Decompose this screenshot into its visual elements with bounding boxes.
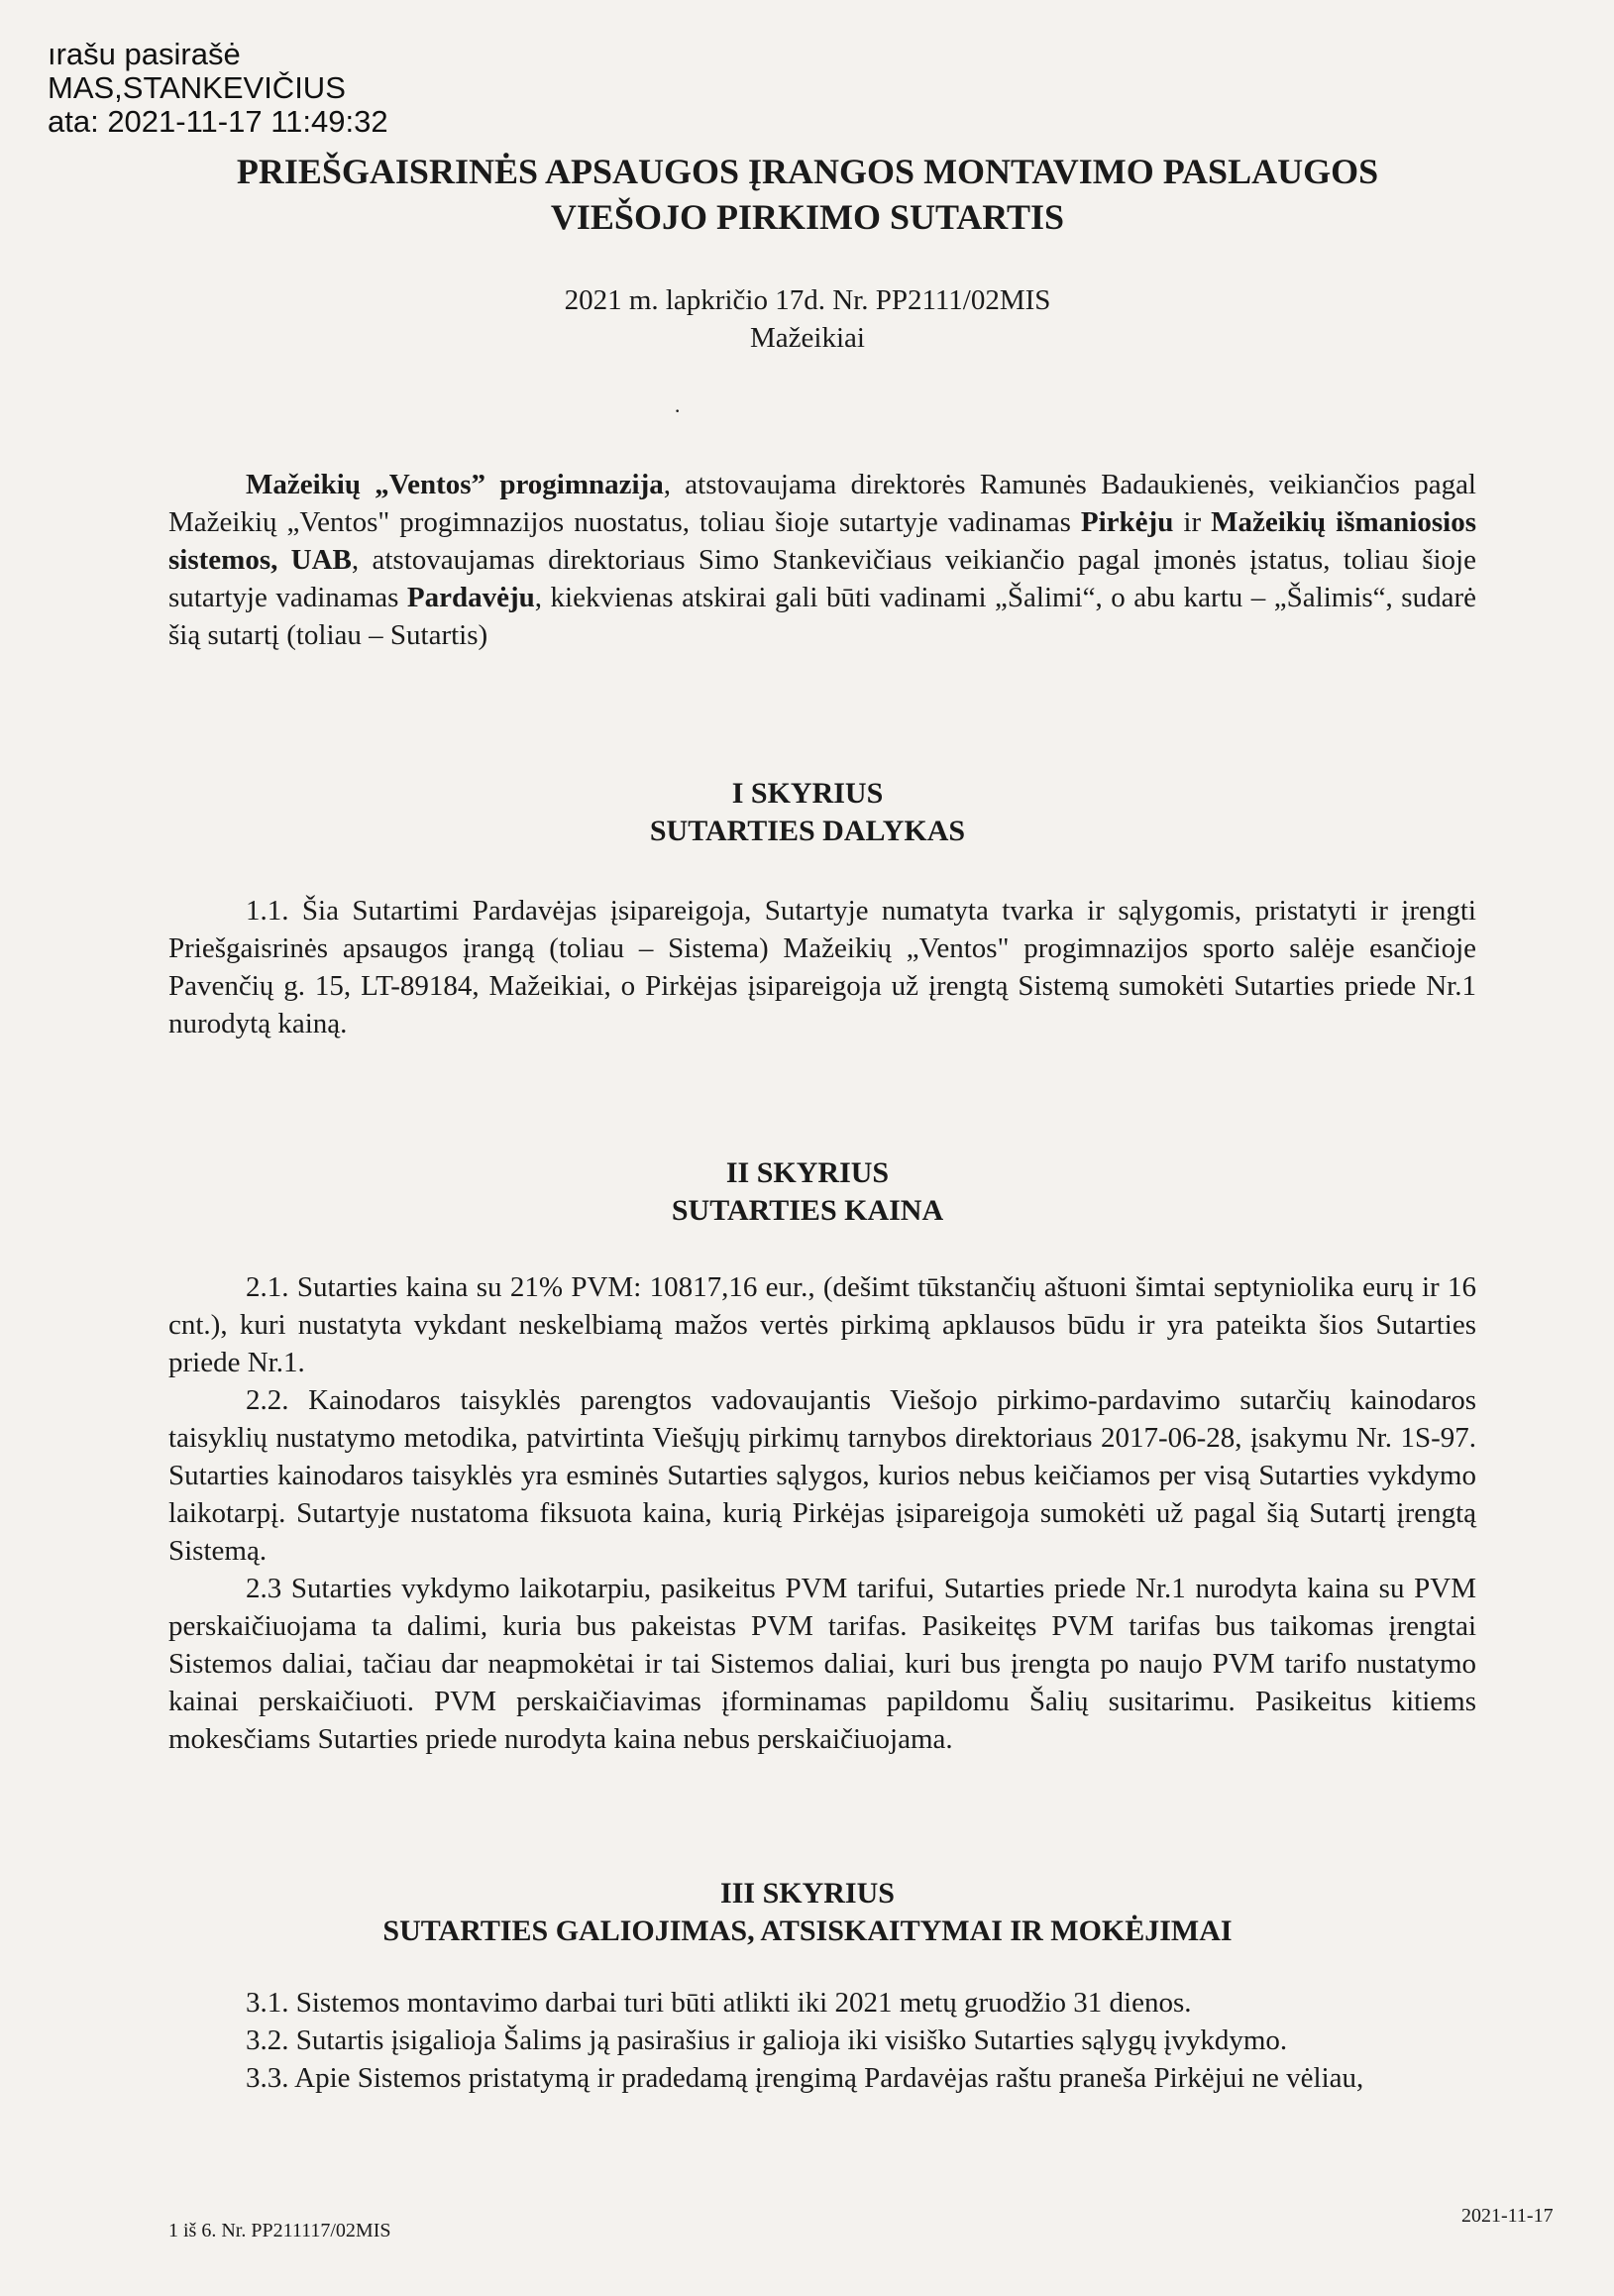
parties-paragraph	[168, 466, 1476, 654]
seller-name: Mažeikių išmaniosios sistemos, UAB	[168, 506, 1476, 576]
date-and-number	[149, 281, 1466, 357]
section-3-title: SUTARTIES GALIOJIMAS, ATSISKAITYMAI IR MOKĖJIMAI	[382, 1914, 1233, 1947]
section-2-heading	[149, 1154, 1466, 1230]
clause-2-1: 2.1. Sutarties kaina su 21% PVM: 10817,16 eur., (dešimt tūkstančių aštuoni šimtai septyniolika eurų ir 16 cnt.), kuri nustatyta vykdant neskelbiamą mažos vertės pirkimą apklausos būdu ir yra pateikta šios Sutarties priede Nr.1.	[168, 1271, 1476, 1378]
buyer-name: Mažeikių „Ventos” progimnazija	[246, 469, 664, 500]
contract-city: Mažeikiai	[750, 322, 865, 354]
clause-2-3: 2.3 Sutarties vykdymo laikotarpiu, pasikeitus PVM tarifui, Sutarties priede Nr.1 nurodyta kaina su PVM perskaičiuojama ta dalimi, kuria bus pakeistas PVM tarifas. Pasikeitęs PVM tarifas bus taikomas įrengtai Sistemos daliai, tačiau dar neapmokėtai ir tai Sistemos daliai, kuri bus įrengta po naujo PVM tarifo nustatymo kainai perskaičiuoti. PVM perskaičiavimas įforminamas papildomu Šalių susitarimu. Pasikeitus kitiems mokesčiams Sutarties priede nurodyta kaina nebus perskaičiuojama.	[168, 1573, 1476, 1755]
document-title	[149, 149, 1466, 240]
section-1-heading	[149, 775, 1466, 850]
title-line-2: VIEŠOJO PIRKIMO SUTARTIS	[550, 197, 1065, 237]
parties-text-4: , kiekvienas atskirai gali būti vadinami „Šalimi“, o abu kartu – „Šalimis“, sudarė šią sutartį (toliau – Sutartis)	[168, 582, 1476, 651]
signature-line-3: ata: 2021-11-17 11:49:32	[48, 104, 388, 139]
e-signature-stamp	[48, 38, 388, 139]
title-line-1: PRIEŠGAISRINĖS APSAUGOS ĮRANGOS MONTAVIMO PASLAUGOS	[236, 152, 1379, 191]
signature-line-1: ırašu pasirašė	[48, 37, 241, 71]
clause-2-2: 2.2. Kainodaros taisyklės parengtos vadovaujantis Viešojo pirkimo-pardavimo sutarčių kainodaros taisyklių nustatymo metodika, patvirtinta Viešųjų pirkimų tarnybos direktoriaus 2017-06-28, įsakymu Nr. 1S-97. Sutarties kainodaros taisyklės yra esminės Sutarties sąlygos, kurios nebus keičiamos per visą Sutarties vykdymo laikotarpį. Sutartyje nustatoma fiksuota kaina, kurią Pirkėjas įsipareigoja sumokėti už pagal šią Sutartį įrengtą Sistemą.	[168, 1384, 1476, 1567]
clause-3-1: 3.1. Sistemos montavimo darbai turi būti atlikti iki 2021 metų gruodžio 31 dienos.	[246, 1987, 1192, 2019]
section-2-body	[168, 1268, 1476, 1758]
page-footer-number: 1 iš 6. Nr. PP211117/02MIS	[168, 2220, 391, 2241]
section-2-title: SUTARTIES KAINA	[671, 1194, 944, 1227]
section-1-body	[168, 892, 1476, 1042]
section-1-title: SUTARTIES DALYKAS	[649, 815, 966, 847]
parties-text-2: ir	[1173, 506, 1212, 538]
clause-1-1: 1.1. Šia Sutartimi Pardavėjas įsipareigoja, Sutartyje numatyta tvarka ir sąlygomis, pristatyti ir įrengti Priešgaisrinės apsaugos įrangą (toliau – Sistema) Mažeikių „Ventos" progimnazijos sporto salėje esančioje Pavenčių g. 15, LT-89184, Mažeikiai, o Pirkėjas įsipareigoja už įrengtą Sistemą sumokėti Sutarties priede Nr.1 nurodytą kainą.	[168, 895, 1476, 1039]
contract-date-number: 2021 m. lapkričio 17d. Nr. PP2111/02MIS	[564, 284, 1051, 316]
clause-3-2: 3.2. Sutartis įsigalioja Šalims ją pasirašius ir galioja iki visiško Sutarties sąlygų įvykdymo.	[246, 2024, 1288, 2056]
page-footer-date: 2021-11-17	[1461, 2205, 1554, 2227]
section-1-number: I SKYRIUS	[731, 777, 884, 810]
seller-role: Pardavėju	[406, 582, 535, 613]
section-3-number: III SKYRIUS	[720, 1877, 895, 1910]
parties-text-1: , atstovaujama direktorės Ramunės Badaukienės, veikiančios pagal Mažeikių „Ventos" progimnazijos nuostatus, toliau šioje sutartyje vadinamas	[168, 469, 1476, 538]
bleed-through-text	[178, 69, 1585, 107]
parties-text-3: , atstovaujamas direktoriaus Simo Stankevičiaus veikiančio pagal įmonės įstatus, toliau šioje sutartyje vadinamas	[168, 544, 1476, 613]
signature-line-2: MAS,STANKEVIČIUS	[48, 70, 346, 105]
stray-dot: ·	[674, 398, 682, 423]
section-2-number: II SKYRIUS	[725, 1156, 890, 1189]
clause-3-3: 3.3. Apie Sistemos pristatymą ir pradedamą įrengimą Pardavėjas raštu praneša Pirkėjui ne vėliau,	[246, 2062, 1364, 2094]
section-3-heading	[149, 1875, 1466, 1950]
section-3-body	[168, 1984, 1476, 2097]
buyer-role: Pirkėju	[1080, 506, 1174, 538]
